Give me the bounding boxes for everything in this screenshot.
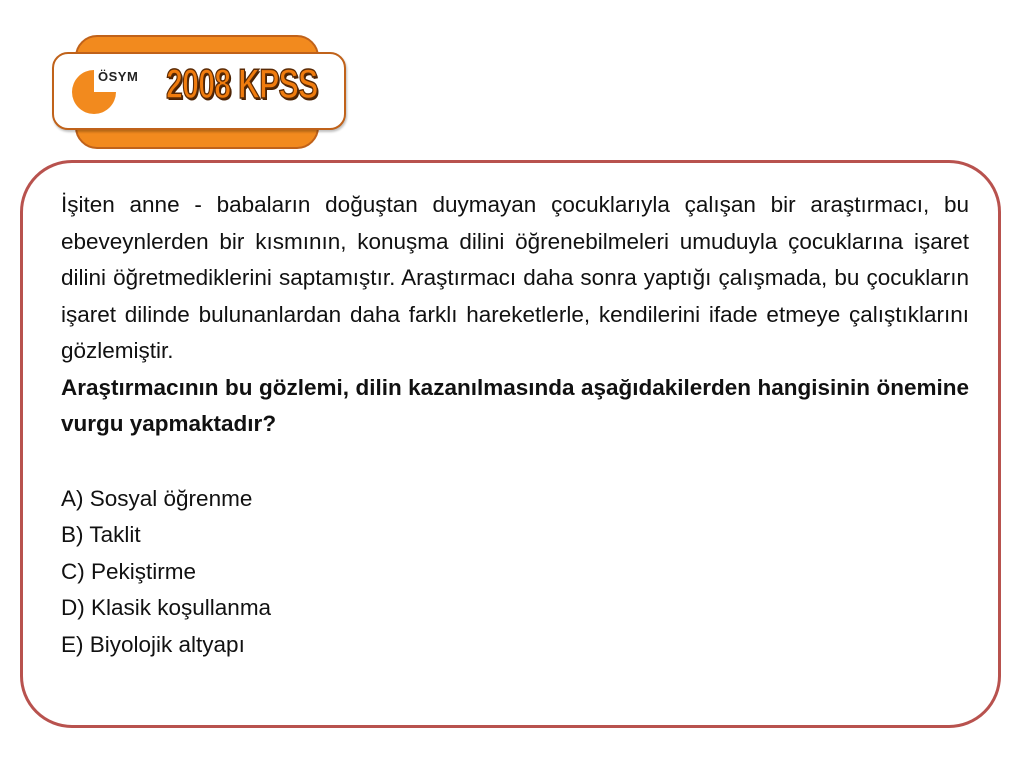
option-b[interactable]: B) Taklit bbox=[61, 522, 141, 547]
option-c[interactable]: C) Pekiştirme bbox=[61, 558, 197, 584]
question-stem: İşiten anne - babaların doğuştan duymayan çocuklarıyla çalışan bir araştırmacı, bu ebeveynlerden bir kısmının, konuşma dilini öğrenebilmeleri umuduyla çocuklarına işaret dilini öğretmediklerini saptamıştır. Araştırmacı daha sonra yaptığı çalışmada, bu çocukların işaret dilinde bulunanlardan daha farklı hareketlerle, kendilerini ifade etmeye çalıştıklarını gözlemiştir. bbox=[61, 192, 969, 363]
logo-title: 2008 KPSS bbox=[166, 60, 318, 107]
answer-options bbox=[61, 481, 969, 664]
logo-org-name: ÖSYM bbox=[98, 69, 139, 84]
logo-badge bbox=[52, 52, 346, 130]
option-e[interactable]: E) Biyolojik altyapı bbox=[61, 631, 245, 657]
option-d[interactable]: D) Klasik koşullanma bbox=[61, 595, 272, 620]
question-prompt: Araştırmacının bu gözlemi, dilin kazanılmasında aşağıdakilerden hangisinin önemine vurgu yapmaktadır? bbox=[61, 374, 969, 436]
option-a[interactable]: A) Sosyal öğrenme bbox=[61, 485, 253, 511]
question-box bbox=[20, 160, 1001, 728]
question-content bbox=[61, 187, 969, 663]
